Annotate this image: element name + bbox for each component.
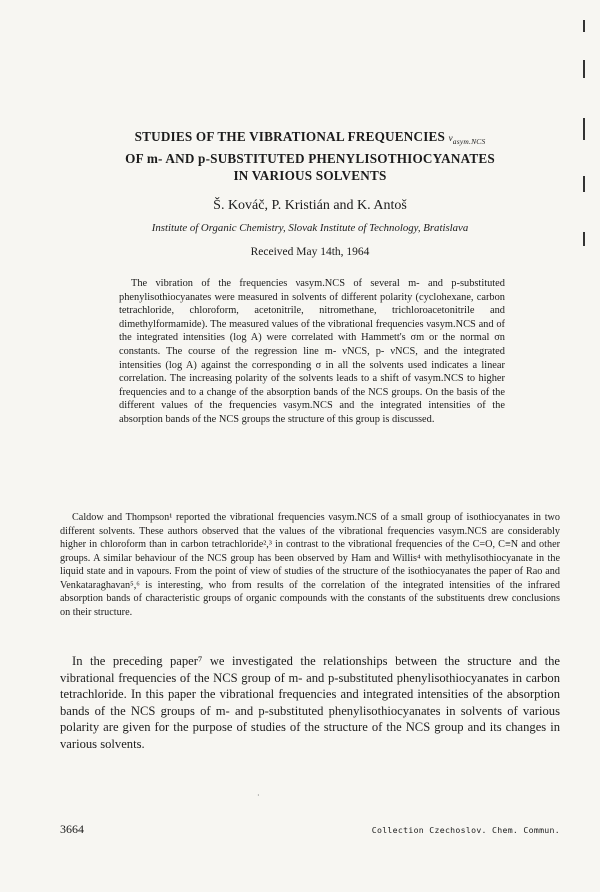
intro-paragraph: Caldow and Thompson¹ reported the vibrational frequencies νasym.NCS of a small group of isothiocyanates in two different solvents. These authors observed that the values of the vibrational frequencies νasym.NCS are considerably higher in chloroform than in carbon tetrachloride²,³ in contrast to the vibrational frequencies of the C=O, C≡N and other groups. A similar behaviour of the NCS group has been observed by Ham and Willis⁴ with methylisothiocyanate in the liquid state and in vapours. From the point of view of studies of the structure of the isothiocyanates the paper of Rao and Venkataraghavan⁵,⁶ is interesting, who from results of the correlation of the integrated intensities of the infrared absorption bands of characteristic groups of organic compounds with the constants of the substituents drew conclusions on their structure.	[60, 512, 560, 618]
scan-edge-mark	[583, 118, 585, 140]
scan-edge-mark	[583, 176, 585, 192]
scan-edge-mark	[583, 20, 585, 32]
stray-mark: ·	[257, 791, 260, 800]
affiliation: Institute of Organic Chemistry, Slovak Institute of Technology, Bratislava	[151, 222, 469, 234]
page-number: 3664	[60, 822, 84, 836]
title-line-2: OF m- AND p-SUBSTITUTED PHENYLISOTHIOCYANATES	[125, 150, 495, 166]
title-symbol: $\nu_{asym.NCS}$	[448, 133, 486, 146]
authors: Š. Kováč, P. Kristián and K. Antoš	[213, 198, 407, 213]
received-date: Received May 14th, 1964	[250, 246, 370, 258]
second-paragraph: In the preceding paper⁷ we investigated the relationships between the structure and the vibrational frequencies of the NCS group of m- and p-substituted phenylisothiocyanates in carbon tetrachloride. In this paper the vibrational frequencies and integrated intensities of the absorption bands of the NCS groups of m- and p-substituted phenylisothiocyanates in solvents of various polarity are given for the purpose of studies of the structure of the NCS group and its changes in various solvents.	[60, 654, 560, 751]
title-line-3: IN VARIOUS SOLVENTS	[233, 167, 387, 183]
scan-edge-mark	[583, 60, 585, 78]
abstract: The vibration of the frequencies νasym.NCS of several m- and p-substituted phenylisothiocyanates were measured in solvents of different polarity (cyclohexane, carbon tetrachloride, chloroform, acetonitrile, nitromethane, trichloroacetonitrile and dimethylformamide). The measured values of the vibrational frequencies νasym.NCS and of the integrated intensities (log A) were correlated with Hammett's σm or the normal σn constants. The course of the regression line m- νNCS, p- νNCS, and the integrated intensities (log A) against the corresponding σ in all the solvents used indicates a linear correlation. The increasing polarity of the solvents leads to a shift of νasym.NCS to higher frequencies and to a change of the absorption bands of the NCS groups. On the basis of the different values of the frequencies νasym.NCS and the integrated intensities of the absorption bands of the NCS groups the structure of this group is discussed.	[119, 278, 505, 425]
scan-edge-mark	[583, 232, 585, 246]
title-line-1: STUDIES OF THE VIBRATIONAL FREQUENCIES	[134, 129, 446, 144]
article-title	[60, 128, 560, 184]
journal-name: Collection Czechoslov. Chem. Commun.	[371, 825, 560, 835]
